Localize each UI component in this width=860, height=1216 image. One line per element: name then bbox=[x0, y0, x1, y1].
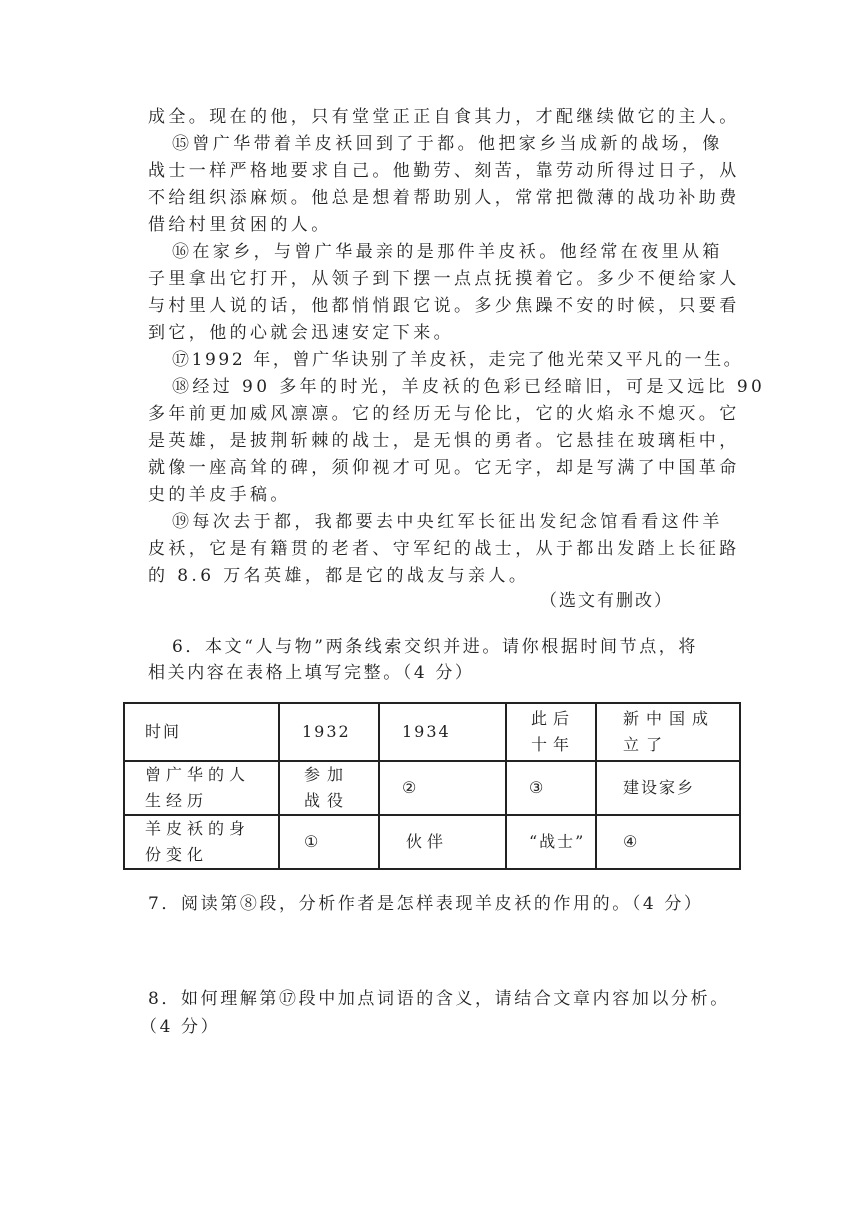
table-cell: “战士” bbox=[506, 815, 596, 869]
passage-line: 的 8.6 万名英雄，都是它的战友与亲人。 bbox=[148, 566, 530, 586]
table-cell: 羊皮袄的身份变化 bbox=[124, 815, 279, 869]
table-cell: ① bbox=[279, 815, 379, 869]
passage-line: 子里拿出它打开，从领子到下摆一点点抚摸着它。多少不便给家人 bbox=[148, 269, 740, 289]
table-cell: ③ bbox=[506, 761, 596, 815]
table-cell: 伙伴 bbox=[379, 815, 506, 869]
table-cell: 曾广华的人生经历 bbox=[124, 761, 279, 815]
passage-line: ⑯在家乡，与曾广华最亲的是那件羊皮袄。他经常在夜里从箱 bbox=[172, 242, 723, 262]
table-row bbox=[124, 761, 740, 815]
passage-line: 是英雄，是披荆斩棘的战士，是无惧的勇者。它悬挂在玻璃柜中， bbox=[148, 431, 740, 451]
passage-line: 成全。现在的他，只有堂堂正正自食其力，才配继续做它的主人。 bbox=[148, 107, 740, 127]
table-cell: 建设家乡 bbox=[596, 761, 740, 815]
table-header-cell: 新中国成立了 bbox=[596, 703, 740, 761]
passage-line: 不给组织添麻烦。他总是想着帮助别人，常常把微薄的战功补助费 bbox=[148, 188, 740, 208]
passage-line: 到它，他的心就会迅速安定下来。 bbox=[148, 323, 454, 343]
table-header-cell: 1934 bbox=[379, 703, 506, 761]
table-cell: ④ bbox=[596, 815, 740, 869]
table-cell: 参加战役 bbox=[279, 761, 379, 815]
passage-line: ⑰1992 年，曾广华诀别了羊皮袄，走完了他光荣又平凡的一生。 bbox=[172, 350, 744, 370]
passage-line: 战士一样严格地要求自己。他勤劳、刻苦，靠劳动所得过日子，从 bbox=[148, 161, 740, 181]
passage-line: ⑱经过 90 多年的时光，羊皮袄的色彩已经暗旧，可是又远比 90 bbox=[172, 377, 766, 397]
passage-line: 皮袄，它是有籍贯的老者、守军纪的战士，从于都出发踏上长征路 bbox=[148, 539, 740, 559]
passage-line: 与村里人说的话，他都悄悄跟它说。多少焦躁不安的时候，只要看 bbox=[148, 296, 740, 316]
table-header-cell: 此后十年 bbox=[506, 703, 596, 761]
passage-line: ⑮曾广华带着羊皮袄回到了于都。他把家乡当成新的战场，像 bbox=[172, 134, 723, 154]
question-6-line: 6．本文“人与物”两条线索交织并进。请你根据时间节点，将 bbox=[172, 637, 698, 657]
question-8-line: （4 分） bbox=[140, 1017, 221, 1037]
passage-line: 借给村里贫困的人。 bbox=[148, 215, 332, 235]
question-8-line: 8．如何理解第⑰段中加点词语的含义，请结合文章内容加以分析。 bbox=[148, 989, 730, 1009]
table-header-cell: 时间 bbox=[124, 703, 279, 761]
source-note: （选文有删改） bbox=[540, 591, 673, 611]
passage-line: ⑲每次去于都，我都要去中央红军长征出发纪念馆看看这件羊 bbox=[172, 512, 723, 532]
table-cell: ② bbox=[379, 761, 506, 815]
passage-line: 多年前更加威风凛凛。它的经历无与伦比，它的火焰永不熄灭。它 bbox=[148, 404, 740, 424]
table-row bbox=[124, 703, 740, 761]
question-7: 7．阅读第⑧段，分析作者是怎样表现羊皮袄的作用的。（4 分） bbox=[148, 894, 704, 914]
answer-table bbox=[123, 702, 741, 870]
question-6-line: 相关内容在表格上填写完整。（4 分） bbox=[148, 663, 475, 683]
table-header-cell: 1932 bbox=[279, 703, 379, 761]
passage-line: 史的羊皮手稿。 bbox=[148, 485, 291, 505]
passage-line: 就像一座高耸的碑，须仰视才可见。它无字，却是写满了中国革命 bbox=[148, 458, 740, 478]
table-row bbox=[124, 815, 740, 869]
